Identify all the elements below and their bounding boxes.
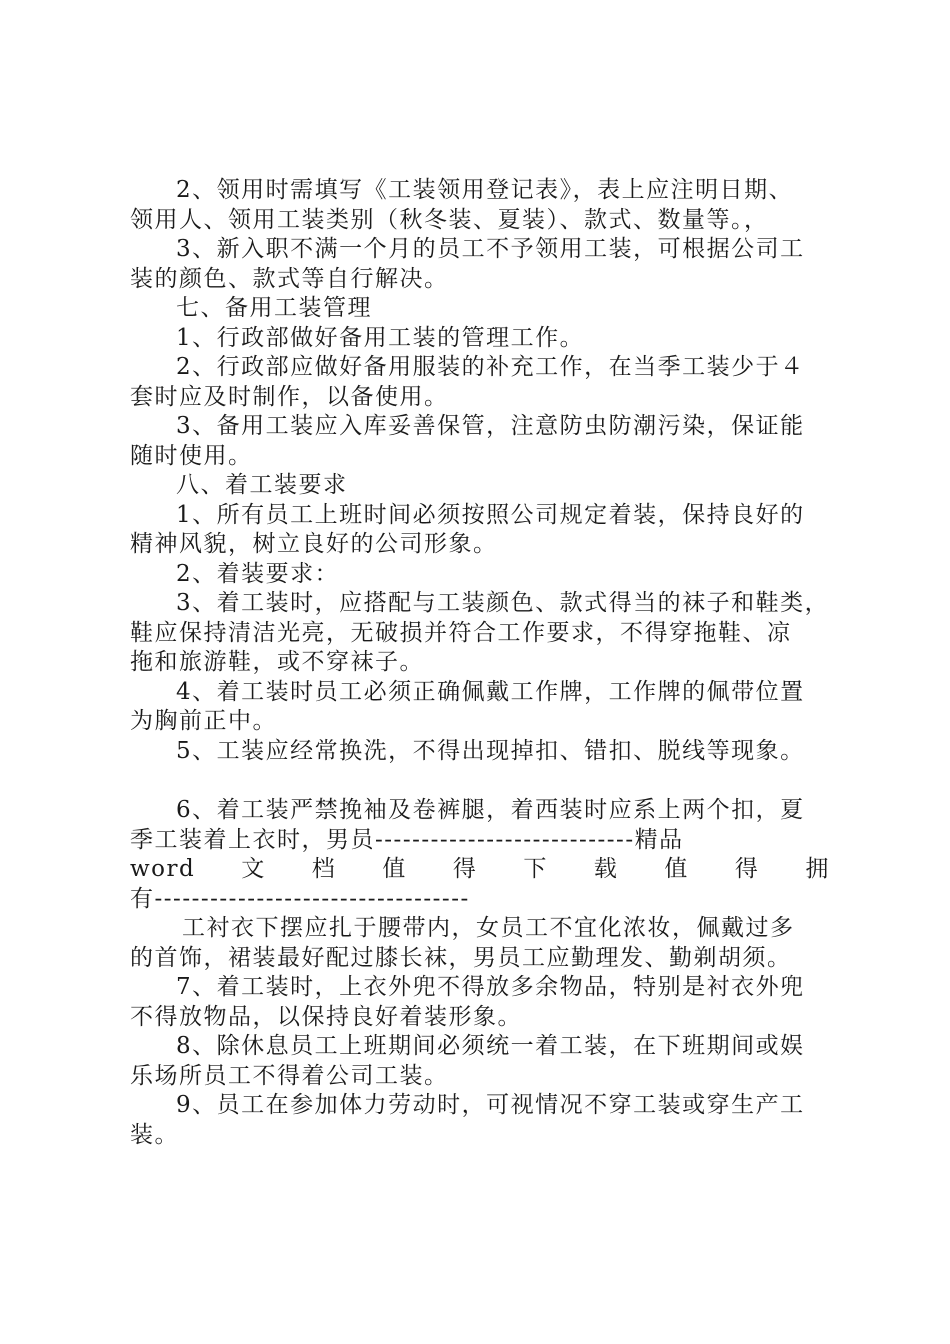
paragraph-line: 2、领用时需填写《工装领用登记表》，表上应注明日期、 bbox=[176, 177, 794, 203]
paragraph-line: 3、着工装时，应搭配与工装颜色、款式得当的袜子和鞋类， bbox=[176, 590, 830, 616]
document-body bbox=[130, 176, 830, 1150]
paragraph-line: 1、行政部做好备用工装的管理工作。 bbox=[176, 324, 585, 351]
paragraph-line: 不得放物品，以保持良好着装形象。 bbox=[130, 1003, 522, 1030]
paragraph-line: 5、工装应经常换洗，不得出现掉扣、错扣、脱线等现象。 bbox=[176, 737, 805, 764]
watermark-word: 得 bbox=[452, 856, 478, 882]
watermark-word: 档 bbox=[311, 856, 337, 882]
blank-line bbox=[130, 766, 830, 796]
paragraph-line: 4、着工装时员工必须正确佩戴工作牌，工作牌的佩带位置 bbox=[176, 678, 805, 705]
watermark-word: 值 bbox=[664, 856, 689, 882]
watermark-word: 载 bbox=[593, 856, 619, 882]
paragraph-line: 1、所有员工上班时间必须按照公司规定着装，保持良好的 bbox=[176, 501, 805, 528]
paragraph-line: 鞋应保持清洁光亮，无破损并符合工作要求，不得穿拖鞋、凉 bbox=[130, 619, 792, 646]
paragraph-line: 有---------------------------------- bbox=[130, 885, 470, 912]
watermark-line bbox=[130, 855, 830, 885]
watermark-word: 得 bbox=[734, 856, 760, 882]
paragraph-line: 装的颜色、款式等自行解决。 bbox=[130, 265, 449, 292]
paragraph-line: 的首饰，裙装最好配过膝长袜，男员工应勤理发、勤剃胡须。 bbox=[130, 944, 792, 971]
paragraph-line: 为胸前正中。 bbox=[130, 708, 277, 734]
paragraph-line: 套时应及时制作，以备使用。 bbox=[130, 383, 449, 410]
watermark-word: 值 bbox=[382, 856, 407, 882]
paragraph-line: 3、新入职不满一个月的员工不予领用工装，可根据公司工 bbox=[176, 236, 805, 262]
paragraph-line: 拖和旅游鞋，或不穿袜子。 bbox=[130, 649, 424, 675]
paragraph-line: 2、着装要求： bbox=[176, 560, 340, 587]
paragraph-line: 装。 bbox=[130, 1121, 179, 1148]
paragraph-line: 8、除休息员工上班期间必须统一着工装，在下班期间或娱 bbox=[176, 1033, 805, 1059]
watermark-word: 拥 bbox=[805, 856, 830, 882]
watermark-word: 文 bbox=[241, 856, 266, 882]
watermark-word: word bbox=[130, 856, 196, 882]
paragraph-line: 精神风貌，树立良好的公司形象。 bbox=[130, 531, 498, 557]
paragraph-line: 9、员工在参加体力劳动时，可视情况不穿工装或穿生产工 bbox=[176, 1092, 805, 1118]
watermark-word: 下 bbox=[523, 856, 548, 882]
section-heading: 七、备用工装管理 bbox=[176, 295, 372, 321]
paragraph-line: 工衬衣下摆应扎于腰带内，女员工不宜化浓妆，佩戴过多 bbox=[182, 915, 795, 941]
section-heading: 八、着工装要求 bbox=[176, 472, 348, 498]
paragraph-line: 6、着工装严禁挽袖及卷裤腿，着西装时应系上两个扣，夏 bbox=[176, 797, 805, 823]
paragraph-line: 3、备用工装应入库妥善保管，注意防虫防潮污染，保证能 bbox=[176, 413, 805, 439]
paragraph-line: 季工装着上衣时，男员----------------------------精品 bbox=[130, 826, 684, 853]
paragraph-line: 领用人、领用工装类别（秋冬装、夏装）、款式、数量等。， bbox=[130, 206, 769, 233]
paragraph-line: 随时使用。 bbox=[130, 442, 253, 469]
paragraph-line: 7、着工装时，上衣外兜不得放多余物品，特别是衬衣外兜 bbox=[176, 974, 805, 1000]
paragraph-line: 2、行政部应做好备用服装的补充工作，在当季工装少于４ bbox=[176, 354, 805, 380]
paragraph-line: 乐场所员工不得着公司工装。 bbox=[130, 1062, 449, 1089]
